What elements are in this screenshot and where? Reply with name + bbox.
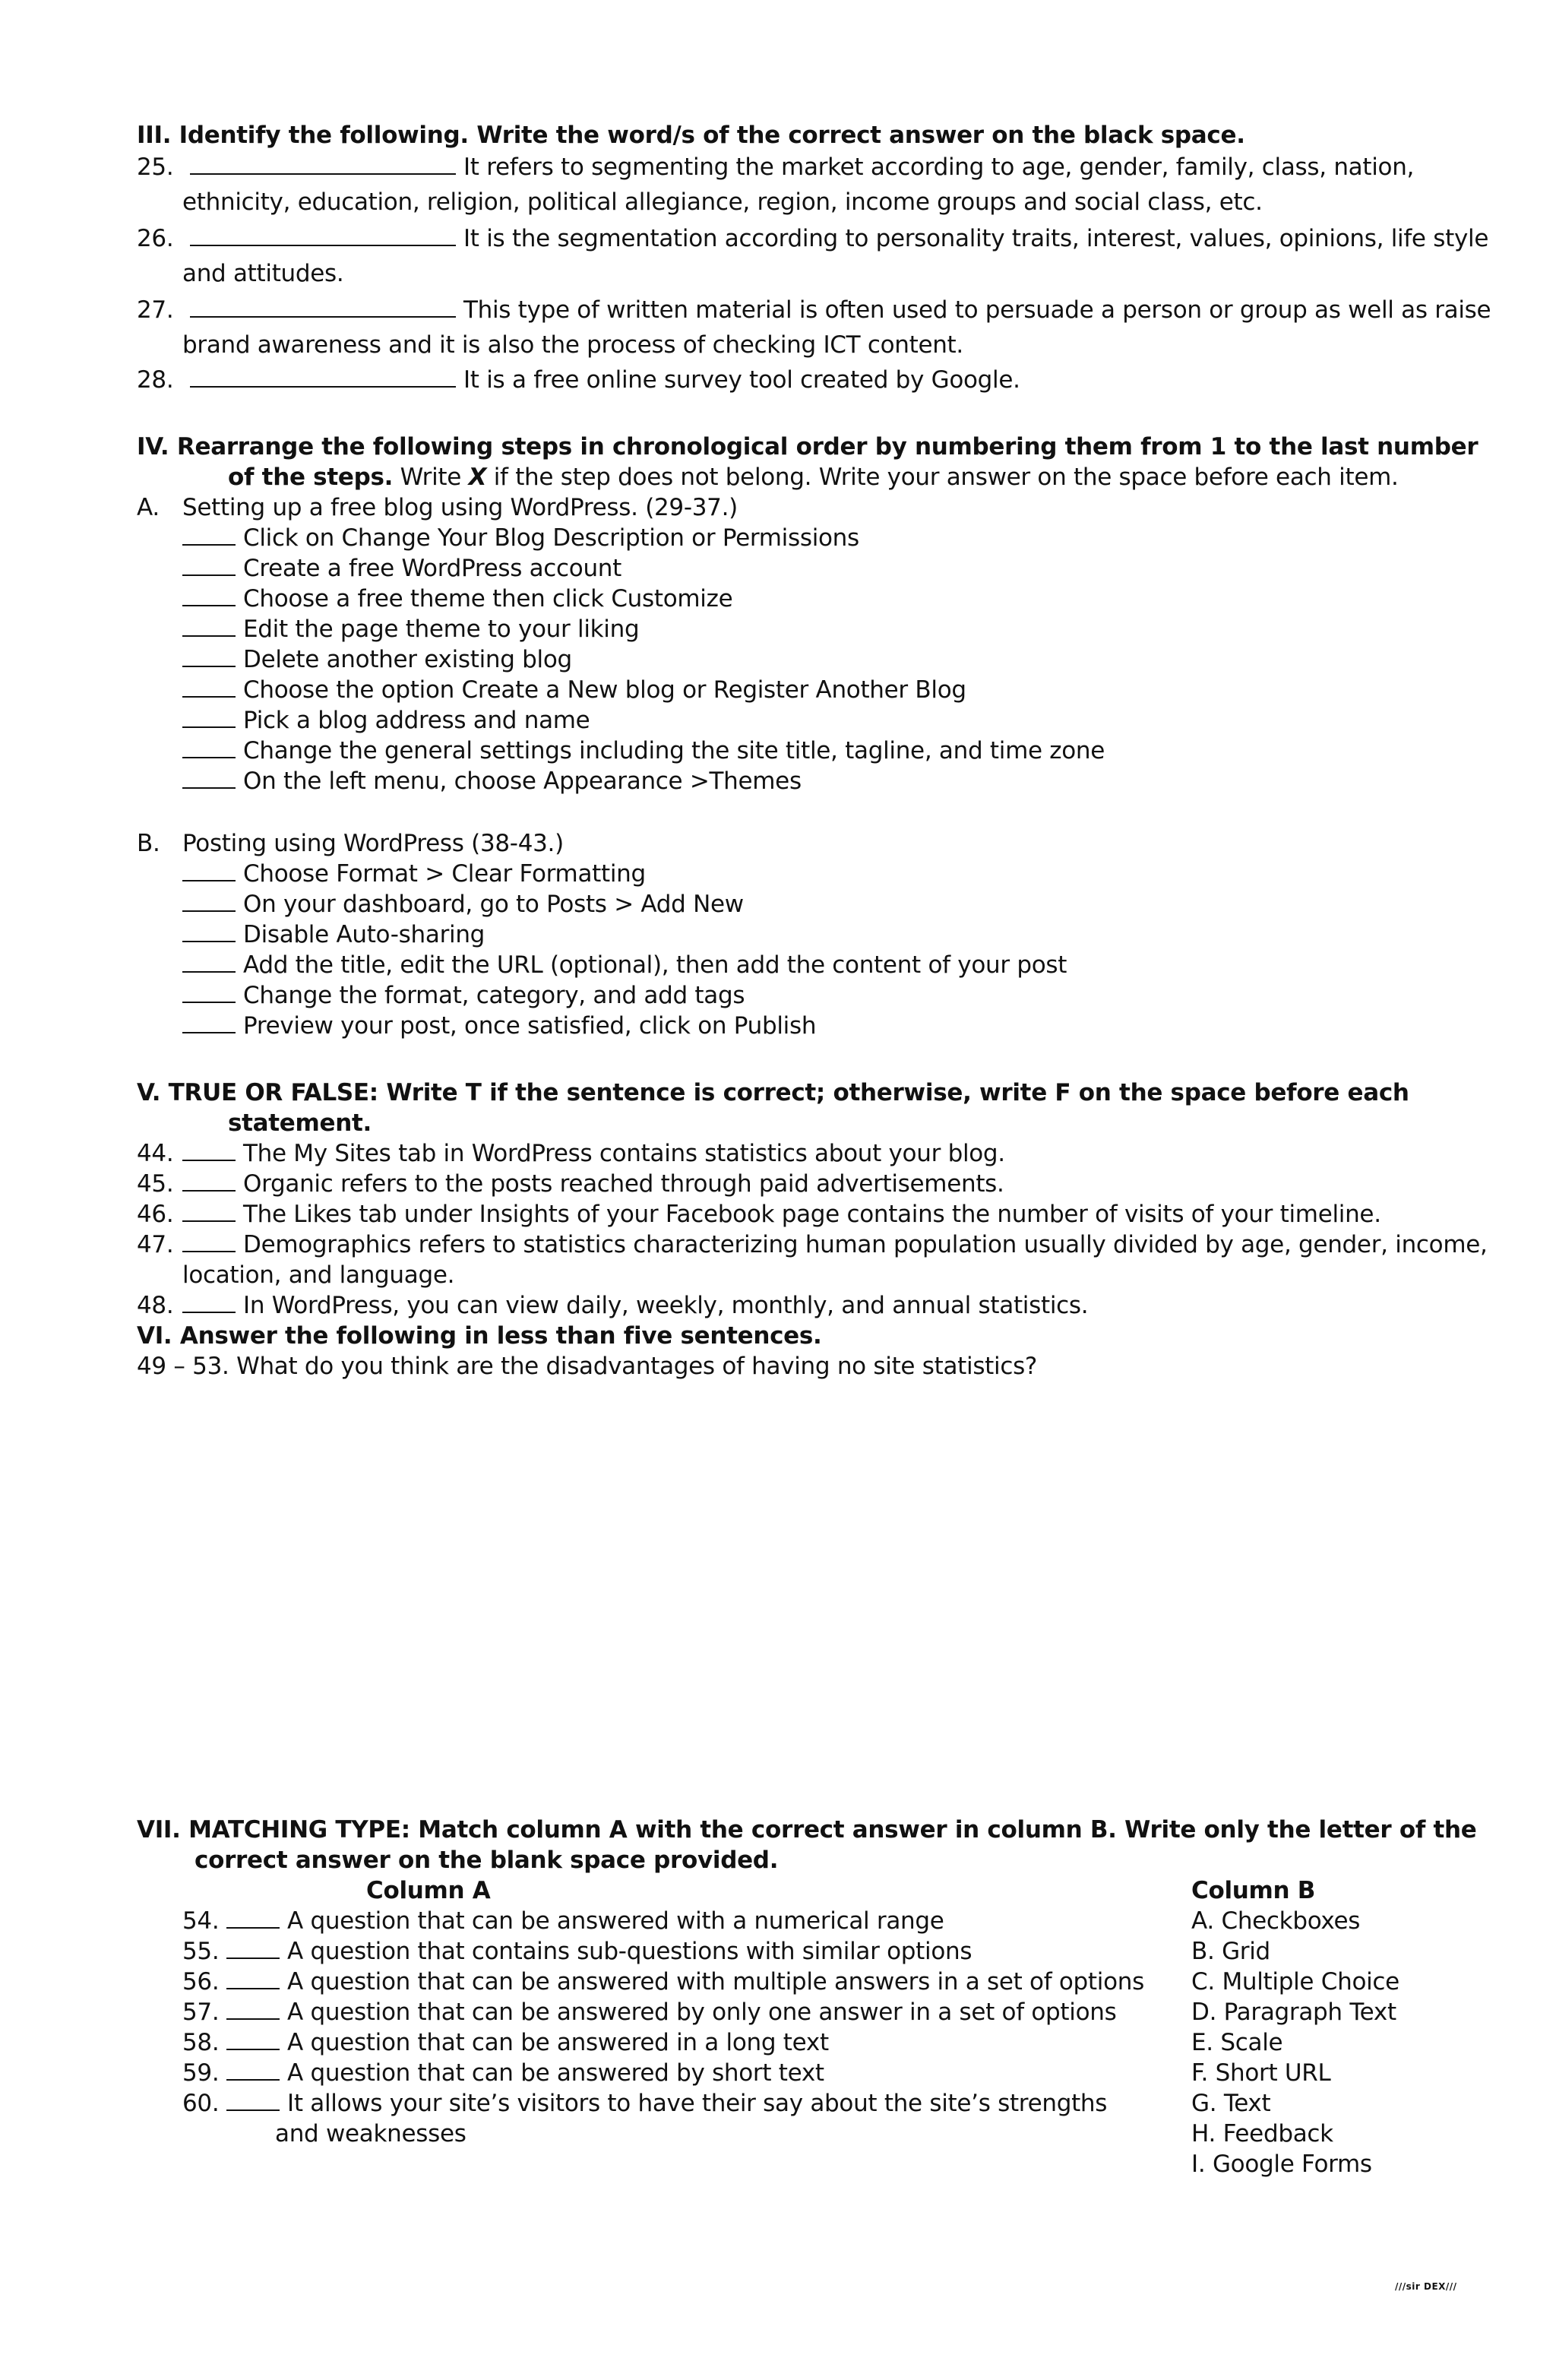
answer-blank[interactable] (182, 726, 236, 728)
section-6-heading: VI. Answer the following in less than five sentences. (137, 1322, 822, 1350)
section-5-heading: V. TRUE OR FALSE: Write T if the sentence is correct; otherwise, write F on the space before each (137, 1079, 1409, 1106)
answer-blank[interactable] (182, 910, 236, 912)
question-number: 26. (137, 225, 174, 252)
choice-item: G. Text (1191, 2090, 1271, 2117)
tf-item-44 (137, 1138, 1005, 1169)
step-item (182, 523, 859, 553)
instruction-bold: of the steps. (228, 464, 394, 491)
answer-blank[interactable] (182, 879, 236, 881)
essay-answer-area[interactable] (137, 1391, 1459, 1771)
step-text: Change the general settings including the site title, tagline, and time zone (243, 737, 1105, 764)
answer-blank[interactable] (182, 665, 236, 667)
step-item (182, 675, 966, 705)
step-item (182, 644, 572, 675)
question-text: It allows your site’s visitors to have their say about the site’s strengths (287, 2090, 1108, 2117)
answer-blank[interactable] (182, 604, 236, 606)
answer-blank[interactable] (182, 1220, 236, 1222)
choice-item: H. Feedback (1191, 2120, 1333, 2147)
step-item (182, 705, 590, 736)
answer-blank[interactable] (226, 1957, 280, 1959)
author-footer: ///sir DEX/// (1395, 2281, 1457, 2292)
question-number: 27. (137, 296, 174, 324)
question-text: In WordPress, you can view daily, weekly, monthly, and annual statistics. (243, 1292, 1089, 1319)
question-number: 25. (137, 153, 174, 181)
tf-item-47-continued: location, and language. (182, 1261, 455, 1289)
answer-blank[interactable] (182, 1001, 236, 1003)
matching-item (182, 1906, 944, 1936)
step-item (182, 584, 732, 614)
step-text: On your dashboard, go to Posts > Add New (243, 891, 744, 918)
answer-blank[interactable] (226, 2109, 280, 2111)
essay-question: 49 – 53. What do you think are the disadvantages of having no site statistics? (137, 1353, 1038, 1380)
question-text: A question that can be answered with multiple answers in a set of options (287, 1968, 1144, 1995)
choice-item: D. Paragraph Text (1191, 1999, 1396, 2026)
part-b-title (137, 828, 564, 859)
question-text: It refers to segmenting the market according to age, gender, family, class, nation, (463, 153, 1415, 181)
choice-item: F. Short URL (1191, 2059, 1331, 2087)
answer-blank[interactable] (182, 1311, 236, 1313)
answer-blank[interactable] (190, 244, 456, 246)
step-text: On the left menu, choose Appearance >Themes (243, 767, 802, 795)
question-number: 54. (182, 1907, 220, 1935)
tf-item-45 (137, 1169, 1004, 1199)
question-number: 58. (182, 2029, 220, 2056)
step-item (182, 859, 646, 889)
step-item (182, 889, 744, 919)
answer-blank[interactable] (182, 940, 236, 942)
question-number: 59. (182, 2059, 220, 2087)
step-item (182, 614, 639, 644)
answer-blank[interactable] (182, 1031, 236, 1033)
choice-item: E. Scale (1191, 2029, 1283, 2056)
question-number: 45. (137, 1170, 174, 1198)
step-text: Delete another existing blog (243, 646, 572, 673)
matching-item (182, 2027, 829, 2058)
step-item (182, 950, 1067, 980)
question-25 (137, 152, 1414, 182)
step-text: Choose the option Create a New blog or Register Another Blog (243, 676, 966, 704)
section-7-heading-continued: correct answer on the blank space provided. (194, 1847, 779, 1874)
column-a-title: Column A (366, 1877, 491, 1904)
answer-blank[interactable] (182, 970, 236, 973)
matching-item (182, 1967, 1144, 1997)
question-text: A question that can be answered in a long text (287, 2029, 829, 2056)
question-27 (137, 295, 1491, 325)
choice-item: I. Google Forms (1191, 2151, 1372, 2178)
answer-blank[interactable] (190, 315, 456, 318)
answer-blank[interactable] (182, 756, 236, 758)
step-item (182, 736, 1105, 766)
step-item (182, 919, 485, 950)
matching-item-60-continued: and weaknesses (275, 2120, 466, 2147)
question-number: 56. (182, 1968, 220, 1995)
question-26-continued: and attitudes. (182, 260, 344, 287)
part-title: Setting up a free blog using WordPress. (29-37.) (182, 494, 738, 521)
part-label: B. (137, 830, 160, 857)
step-text: Disable Auto-sharing (243, 921, 485, 948)
step-text: Choose Format > Clear Formatting (243, 860, 646, 888)
step-text: Preview your post, once satisfied, click on Publish (243, 1012, 817, 1040)
part-title: Posting using WordPress (38-43.) (182, 830, 564, 857)
choice-item: A. Checkboxes (1191, 1907, 1361, 1935)
answer-blank[interactable] (226, 2018, 280, 2020)
instruction-text: if the step does not belong. Write your answer on the space before each item. (486, 464, 1399, 491)
question-27-continued: brand awareness and it is also the process of checking ICT content. (182, 331, 963, 359)
question-number: 60. (182, 2090, 220, 2117)
answer-blank[interactable] (226, 2048, 280, 2050)
step-text: Edit the page theme to your liking (243, 616, 640, 643)
section-5-heading-continued: statement. (228, 1109, 372, 1137)
question-26 (137, 223, 1488, 254)
instruction-x: X (468, 464, 487, 491)
matching-item (182, 2058, 824, 2088)
section-3-heading: III. Identify the following. Write the word/s of the correct answer on the black space. (137, 122, 1245, 149)
tf-item-47 (137, 1230, 1488, 1260)
answer-blank[interactable] (182, 1189, 236, 1192)
step-text: Add the title, edit the URL (optional), then add the content of your post (243, 951, 1067, 979)
question-number: 46. (137, 1201, 174, 1228)
question-text: A question that can be answered by only one answer in a set of options (287, 1999, 1117, 2026)
question-number: 47. (137, 1231, 174, 1258)
step-text: Create a free WordPress account (243, 555, 622, 582)
question-text: A question that can be answered with a numerical range (287, 1907, 944, 1935)
question-number: 44. (137, 1140, 174, 1167)
matching-item (182, 1997, 1116, 2027)
step-item (182, 766, 802, 796)
question-text: Demographics refers to statistics characterizing human population usually divided by age, gender, income, (243, 1231, 1488, 1258)
question-text: This type of written material is often used to persuade a person or group as well as raise (463, 296, 1491, 324)
step-text: Pick a blog address and name (243, 707, 590, 734)
question-number: 48. (137, 1292, 174, 1319)
answer-blank[interactable] (182, 543, 236, 546)
part-a-title (137, 492, 738, 523)
answer-blank[interactable] (182, 1159, 236, 1161)
part-label: A. (137, 494, 160, 521)
question-number: 55. (182, 1938, 220, 1965)
answer-blank[interactable] (226, 2078, 280, 2081)
answer-blank[interactable] (182, 635, 236, 637)
column-b-title: Column B (1191, 1877, 1316, 1904)
step-text: Click on Change Your Blog Description or Permissions (243, 524, 859, 552)
question-text: Organic refers to the posts reached through paid advertisements. (243, 1170, 1004, 1198)
section-7-heading: VII. MATCHING TYPE: Match column A with the correct answer in column B. Write only the letter of the (137, 1816, 1477, 1844)
question-text: A question that contains sub-questions with similar options (287, 1938, 972, 1965)
answer-blank[interactable] (226, 1987, 280, 1989)
question-25-continued: ethnicity, education, religion, political allegiance, region, income groups and social class, etc. (182, 188, 1263, 216)
question-text: It is the segmentation according to personality traits, interest, values, opinions, life style (463, 225, 1489, 252)
question-text: The My Sites tab in WordPress contains statistics about your blog. (243, 1140, 1005, 1167)
answer-blank[interactable] (182, 574, 236, 576)
answer-blank[interactable] (182, 1250, 236, 1252)
answer-blank[interactable] (190, 385, 456, 388)
question-text: The Likes tab under Insights of your Facebook page contains the number of visits of your timeline. (243, 1201, 1381, 1228)
step-item (182, 1011, 816, 1041)
question-text: A question that can be answered by short text (287, 2059, 824, 2087)
answer-blank[interactable] (182, 786, 236, 789)
answer-blank[interactable] (182, 695, 236, 698)
instruction-text: Write (393, 464, 469, 491)
step-text: Choose a free theme then click Customize (243, 585, 733, 612)
matching-item (182, 2088, 1107, 2119)
answer-blank[interactable] (226, 1926, 280, 1929)
step-item (182, 553, 621, 584)
step-text: Change the format, category, and add tags (243, 982, 745, 1009)
section-4-heading: IV. Rearrange the following steps in chronological order by numbering them from 1 to the last number (137, 433, 1479, 460)
question-number: 28. (137, 366, 174, 394)
question-number: 57. (182, 1999, 220, 2026)
tf-item-46 (137, 1199, 1381, 1230)
answer-blank[interactable] (190, 172, 456, 175)
tf-item-48 (137, 1290, 1088, 1321)
choice-item: B. Grid (1191, 1938, 1270, 1965)
choice-item: C. Multiple Choice (1191, 1968, 1399, 1995)
section-4-instructions (228, 462, 1399, 492)
step-item (182, 980, 745, 1011)
matching-item (182, 1936, 972, 1967)
question-text: It is a free online survey tool created by Google. (463, 366, 1020, 394)
question-28 (137, 365, 1020, 395)
